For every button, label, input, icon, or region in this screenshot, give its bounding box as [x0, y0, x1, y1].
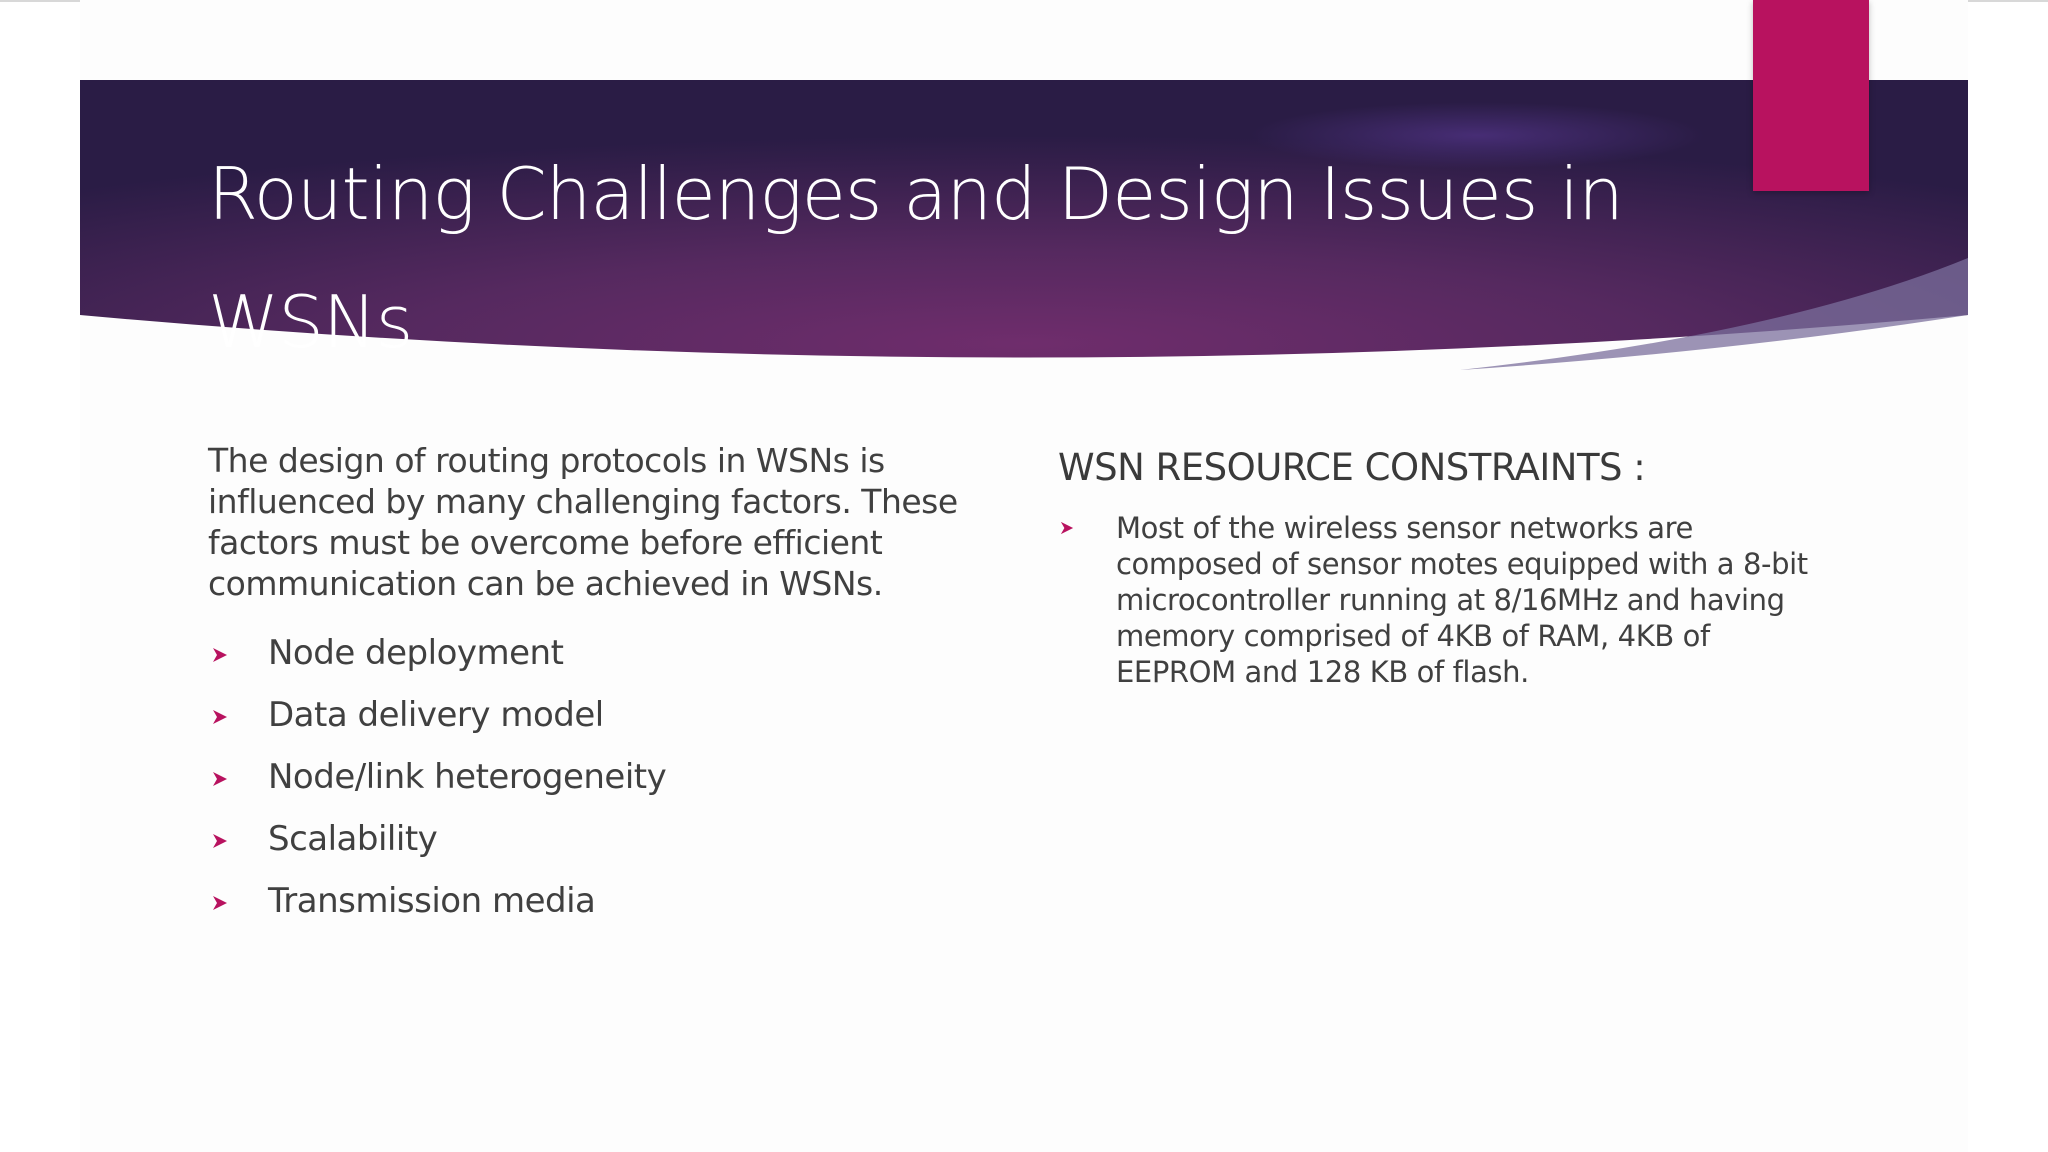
slide-title: Routing Challenges and Design Issues in WSNs [208, 152, 1623, 364]
arrowhead-bullet-icon [212, 833, 228, 849]
list-item [208, 746, 968, 808]
list-item-text: Most of the wireless sensor networks are composed of sensor motes equipped with a 8-bit microcontroller running at 8/16MHz and having memory comprised of 4KB of RAM, 4KB of EEPROM and 128 KB of flash. [1116, 511, 1808, 689]
arrowhead-bullet-icon [212, 771, 228, 787]
list-item [208, 622, 968, 684]
accent-tab [1753, 0, 1869, 191]
list-item [208, 808, 968, 870]
left-content-column [208, 440, 968, 932]
list-item-text: Node deployment [268, 633, 564, 673]
arrowhead-bullet-icon [1060, 521, 1074, 535]
list-item-text: Transmission media [268, 881, 596, 921]
list-item [208, 684, 968, 746]
list-item-text: Scalability [268, 819, 438, 859]
constraints-heading: WSN RESOURCE CONSTRAINTS : [1058, 446, 1646, 489]
right-content-column [1058, 440, 1838, 690]
arrowhead-bullet-icon [212, 647, 228, 663]
list-item [208, 870, 968, 932]
constraints-list [1058, 510, 1838, 690]
list-item-text: Data delivery model [268, 695, 604, 735]
intro-paragraph: The design of routing protocols in WSNs is influenced by many challenging factors. These factors must be overcome before efficient communication can be achieved in WSNs. [208, 441, 958, 603]
arrowhead-bullet-icon [212, 709, 228, 725]
challenge-list [208, 622, 968, 932]
list-item-text: Node/link heterogeneity [268, 757, 667, 797]
list-item [1058, 510, 1838, 690]
arrowhead-bullet-icon [212, 895, 228, 911]
